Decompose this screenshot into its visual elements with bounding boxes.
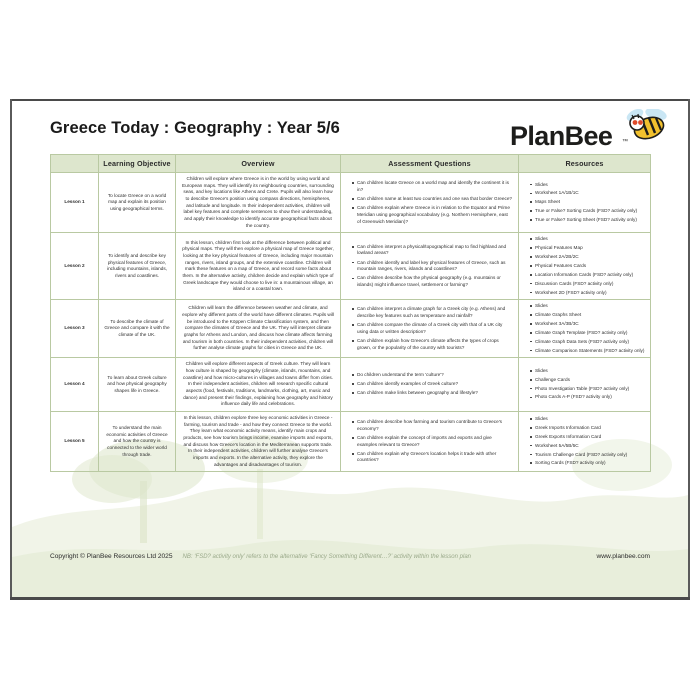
lesson-resources <box>519 358 651 412</box>
list-item: Slides <box>530 303 645 310</box>
table-row <box>51 173 651 233</box>
lesson-resources <box>519 411 651 471</box>
list-item: Worksheet 1A/1B/1C <box>530 190 645 197</box>
lesson-overview: Children will explore different aspects of Greek culture. They will learn how culture is shaped by geography (climate, islands, mountains, and coastline) and how micro-cultures in villages and towns differ from cities. In their independent activities, children will research specific cultural aspects (food, festivals, traditions, landmarks, clothing, art, music and dance) and present their findings, explaining how geography and history influence daily life and celebrations. <box>176 358 341 412</box>
footer <box>50 553 650 560</box>
list-item: Can children name at least two countries and one sea that border Greece? <box>352 196 513 203</box>
list-item: Worksheet 2D (FSD? activity only) <box>530 290 645 297</box>
lesson-plan-table <box>50 154 651 472</box>
list-item: Can children explain how Greece's climate affects the types of crops grown, or the popularity of the country with tourists? <box>352 338 513 351</box>
list-item: Climate Graphs Sheet <box>530 312 645 319</box>
lesson-label: Lesson 3 <box>51 300 99 358</box>
lesson-objective: To describe the climate of Greece and compare it with the climate of the UK. <box>99 300 176 358</box>
lesson-resources <box>519 233 651 300</box>
list-item: Can children interpret a climate graph for a Greek city (e.g. Athens) and describe key features such as temperature and rainfall? <box>352 306 513 319</box>
table-row <box>51 233 651 300</box>
lesson-questions <box>341 233 519 300</box>
list-item: Climate Comparison Statements (FSD? activity only) <box>530 348 645 355</box>
list-item: Sorting Cards (FSD? activity only) <box>530 460 645 467</box>
header-assessment-questions: Assessment Questions <box>341 155 519 173</box>
list-item: Location Information Cards (FSD? activity only) <box>530 272 645 279</box>
lesson-objective: To understand the main economic activities of Greece and how the country is connected to the wider world through trade. <box>99 411 176 471</box>
list-item: Physical Features Map <box>530 245 645 252</box>
list-item: Worksheet 5A/5B/5C <box>530 443 645 450</box>
footer-note: NB: ‘FSD? activity only’ refers to the alternative ‘Fancy Something Different…?’ activity within the lesson plan <box>182 554 471 560</box>
lesson-objective: To identify and describe key physical features of Greece, including mountains, islands, rivers and coastlines. <box>99 233 176 300</box>
lesson-objective: To locate Greece on a world map and explain its position using geographical terms. <box>99 173 176 233</box>
document-page <box>12 101 688 597</box>
list-item: Slides <box>530 416 645 423</box>
lesson-resources <box>519 173 651 233</box>
lesson-label: Lesson 1 <box>51 173 99 233</box>
page-frame-right <box>688 99 690 600</box>
planbee-logo <box>510 109 666 157</box>
list-item: Climate Graph Data Sets (FSD? activity only) <box>530 339 645 346</box>
list-item: Greek Exports Information Card <box>530 434 645 441</box>
header-blank <box>51 155 99 173</box>
list-item: Can children explain the concept of imports and exports and give examples relevant to Greece? <box>352 435 513 448</box>
list-item: Do children understand the term 'culture'? <box>352 372 513 379</box>
page-frame-bottom <box>10 597 690 600</box>
copyright-text: Copyright © PlanBee Resources Ltd 2025 <box>50 553 173 560</box>
lesson-overview: In this lesson, children first look at the difference between political and physical maps. They will then explore a physical map of Greece together, looking at the key physical features of Greece, including major mountain ranges, rivers, island groups, and the extensive coastline. Children will mark these features on a map of Greece, and record some facts about them. In the alternative activity, children decide and explain which type of Greek landscape they would choose to live in: a mountainous village, an island or a coastal town. <box>176 233 341 300</box>
list-item: Photo Cards A-P (FSD? activity only) <box>530 394 645 401</box>
lesson-label: Lesson 5 <box>51 411 99 471</box>
list-item: Can children compare the climate of a Greek city with that of a UK city using data or written description? <box>352 322 513 335</box>
list-item: Greek Imports Information Card <box>530 425 645 432</box>
lesson-label: Lesson 4 <box>51 358 99 412</box>
table-row <box>51 358 651 412</box>
list-item: Worksheet 2A/2B/2C <box>530 254 645 261</box>
list-item: Can children locate Greece on a world map and identify the continent it is in? <box>352 180 513 193</box>
list-item: Slides <box>530 182 645 189</box>
header-resources: Resources <box>519 155 651 173</box>
list-item: Can children interpret a physical/topographical map to find highland and lowland areas? <box>352 244 513 257</box>
list-item: Can children explain where Greece is in relation to the Equator and Prime Meridian using geographical vocabulary (e.g. Northern Hemisphere, east of Greenwich Meridian)? <box>352 205 513 225</box>
lesson-objective: To learn about Greek culture and how physical geography shapes life in Greece. <box>99 358 176 412</box>
list-item: Slides <box>530 236 645 243</box>
lesson-label: Lesson 2 <box>51 233 99 300</box>
list-item: Slides <box>530 368 645 375</box>
header-overview: Overview <box>176 155 341 173</box>
lesson-questions <box>341 300 519 358</box>
table-header-row <box>51 155 651 173</box>
list-item: Physical Features Cards <box>530 263 645 270</box>
list-item: Worksheet 3A/3B/3C <box>530 321 645 328</box>
list-item: Challenge Cards <box>530 377 645 384</box>
page-title: Greece Today : Geography : Year 5/6 <box>50 119 340 137</box>
list-item: Can children describe how the physical geography (e.g. mountains or islands) might influence travel, settlement or farming? <box>352 275 513 288</box>
list-item: Can children identify examples of Greek culture? <box>352 381 513 388</box>
lesson-overview: In this lesson, children explore three key economic activities in Greece - farming, tourism and trade - and how they connect Greece to the world. They learn what economic activity means, identify main crops and products, see how tourism brings income, examine imports and exports, and discuss how Greece's location in the Mediterranean supports trade. In their independent activities, children will further analyse Greece's imports and exports. In the alternative activity, they explore the advantages and disadvantages of tourism. <box>176 411 341 471</box>
lesson-resources <box>519 300 651 358</box>
list-item: Discussion Cards (FSD? activity only) <box>530 281 645 288</box>
table-row <box>51 300 651 358</box>
lesson-overview: Children will explore where Greece is in the world by using world and European maps. They will identify its neighbouring countries, surrounding seas, and key locations like Athens and Crete. Pupils will also learn how to describe Greece's position using compass directions, hemispheres, and latitude and longitude. In their independent activities, children will label key features and complete sentences to show their understanding, and apply their knowledge to identify accurate geographical facts about the country. <box>176 173 341 233</box>
lesson-questions <box>341 411 519 471</box>
table-row <box>51 411 651 471</box>
header-learning-objective: Learning Objective <box>99 155 176 173</box>
list-item: Climate Graph Template (FSD? activity only) <box>530 330 645 337</box>
list-item: Tourism Challenge Card (FSD? activity only) <box>530 452 645 459</box>
list-item: Can children make links between geography and lifestyle? <box>352 390 513 397</box>
list-item: Can children identify and label key physical features of Greece, such as mountain ranges, rivers, islands and coastlines? <box>352 260 513 273</box>
table-body <box>51 173 651 472</box>
lesson-questions <box>341 358 519 412</box>
bee-icon <box>622 109 668 143</box>
list-item: True or False? Sorting Cards (FSD? activity only) <box>530 208 645 215</box>
lesson-questions <box>341 173 519 233</box>
website-link[interactable]: www.planbee.com <box>596 553 650 560</box>
list-item: Photo Investigation Table (FSD? activity only) <box>530 386 645 393</box>
list-item: Can children explain why Greece's location helps it trade with other countries? <box>352 451 513 464</box>
lesson-overview: Children will learn the difference between weather and climate, and explore why different parts of the world have different climates. Pupils will be introduced to the Köppen Climate Classification system, and then compare the climates of Greece and the UK. They will interpret climate graphs for Athens and London, and discuss how climate affects farming and tourism in both countries. In their independent activities, children will further analyse climate graphs for cities in Greece and the UK. <box>176 300 341 358</box>
logo-text: PlanBee <box>510 121 613 151</box>
list-item: True or False? Sorting Sheet (FSD? activity only) <box>530 217 645 224</box>
logo-trademark: ™ <box>622 139 628 145</box>
list-item: Maps Sheet <box>530 199 645 206</box>
list-item: Can children describe how farming and tourism contribute to Greece's economy? <box>352 419 513 432</box>
